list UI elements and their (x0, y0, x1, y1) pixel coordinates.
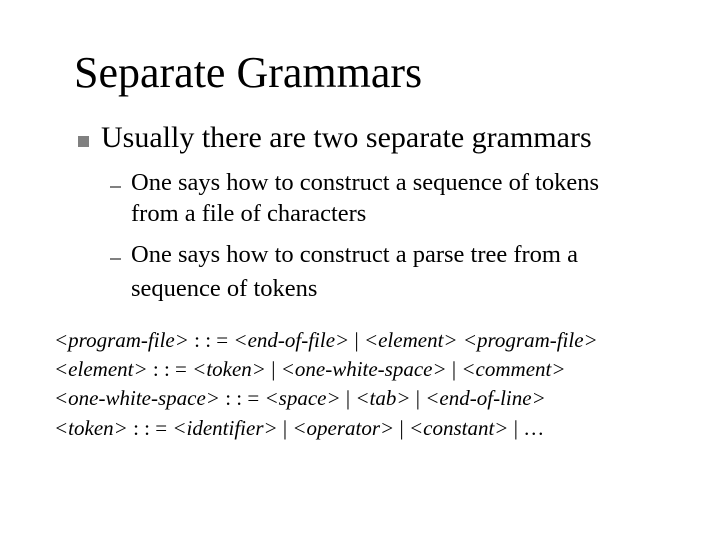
nonterminal: <one-white-space> (54, 386, 220, 410)
alternative-separator: | (446, 357, 462, 381)
slide-title: Separate Grammars (74, 48, 423, 97)
derives-operator: : : = (147, 357, 193, 381)
alternative-separator: | (340, 386, 356, 410)
nonterminal: <end-of-line> (425, 386, 546, 410)
nonterminal: <comment> (461, 357, 566, 381)
grammar-rule-token (54, 414, 544, 443)
sub-bullet-1-line-2: from a file of characters (131, 200, 367, 227)
nonterminal: <tab> (355, 386, 411, 410)
nonterminal: <program-file> (54, 328, 189, 352)
alternative-separator: | (410, 386, 426, 410)
alternative-separator: | (265, 357, 281, 381)
square-bullet-icon (78, 136, 89, 147)
nonterminal: <one-white-space> (280, 357, 447, 381)
nonterminal: <constant> (408, 416, 509, 440)
nonterminal: <identifier> (172, 416, 278, 440)
nonterminal: <operator> (292, 416, 395, 440)
alternative-separator: | (394, 416, 409, 440)
bullet-text: Usually there are two separate grammars (101, 121, 592, 154)
ellipsis: … (523, 416, 545, 440)
dash-bullet-icon (110, 186, 121, 188)
nonterminal: <element> (363, 328, 458, 352)
nonterminal: <token> (192, 357, 266, 381)
derives-operator: : : = (219, 386, 265, 410)
nonterminal: <token> (54, 416, 128, 440)
alternative-separator: | (508, 416, 524, 440)
nonterminal: <space> (264, 386, 341, 410)
grammar-rule-program-file (54, 326, 598, 355)
derives-operator: : : = (127, 416, 173, 440)
grammar-rule-one-white-space (54, 384, 546, 413)
dash-bullet-icon (110, 258, 121, 260)
sub-bullet-1-line-1: One says how to construct a sequence of tokens (131, 169, 600, 196)
nonterminal: <program-file> (462, 328, 598, 352)
nonterminal: <element> (54, 357, 148, 381)
grammar-rule-element (54, 355, 566, 384)
alternative-separator: | (349, 328, 364, 352)
derives-operator: : : = (188, 328, 234, 352)
nonterminal: <end-of-file> (233, 328, 350, 352)
alternative-separator: | (277, 416, 293, 440)
sub-bullet-2-line-1: One says how to construct a parse tree from a (131, 241, 578, 268)
sub-bullet-2-line-2: sequence of tokens (131, 275, 318, 302)
